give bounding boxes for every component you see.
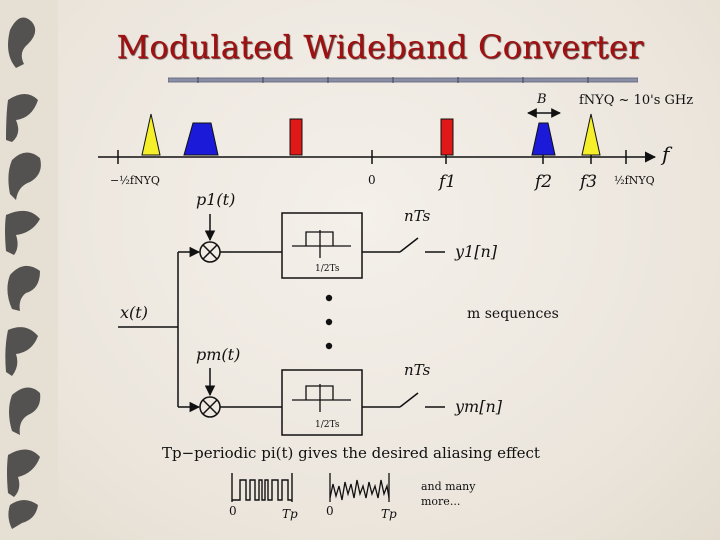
tick-label-f2: f2 — [535, 172, 553, 192]
output-m-label: ym[n] — [455, 397, 502, 416]
sequences-label: m sequences — [467, 306, 559, 322]
sampler-switch-m — [400, 393, 418, 407]
band-blue-left — [184, 123, 218, 155]
bandwidth-label: B — [537, 92, 547, 107]
tick-label-half-nyq: ½fNYQ — [614, 174, 655, 187]
spectrum-plot — [98, 92, 693, 192]
nyquist-note: fNYQ ~ 10's GHz — [579, 93, 694, 108]
aliasing-caption: Tp−periodic pi(t) gives the desired aliasing effect — [162, 444, 540, 462]
band-blue-right — [532, 123, 555, 155]
sampler-switch-1 — [400, 238, 418, 252]
mixer-m-signal-label: pm(t) — [196, 345, 241, 364]
sampler-m-label: nTs — [404, 361, 431, 379]
sampler-1-label: nTs — [404, 207, 431, 225]
system-diagram — [118, 213, 445, 435]
band-yellow-right — [582, 114, 600, 155]
ellipsis-dots — [326, 295, 332, 349]
tick-label-f1: f1 — [439, 172, 457, 192]
filter-m-cutoff: 1/2Ts — [315, 420, 340, 430]
waveform-square — [232, 473, 292, 502]
and-many-more-line1: and many — [421, 480, 476, 493]
waveform-random-zero: 0 — [326, 504, 334, 518]
band-red-right — [441, 119, 453, 155]
input-label: x(t) — [120, 303, 148, 322]
mixer-1-signal-label: p1(t) — [196, 190, 236, 209]
frequency-axis-label: f — [662, 142, 670, 166]
waveform-square-period: Tp — [282, 507, 298, 521]
tick-label-zero: 0 — [368, 173, 376, 187]
slide-title: Modulated Wideband Converter — [116, 28, 644, 66]
waveform-random — [330, 473, 389, 502]
tick-label-neg-half-nyq: −½fNYQ — [110, 174, 160, 187]
filter-1-cutoff: 1/2Ts — [315, 264, 340, 274]
waveform-random-period: Tp — [381, 507, 397, 521]
tick-label-f3: f3 — [580, 172, 598, 192]
and-many-more-line2: more... — [421, 495, 461, 508]
band-yellow-left — [142, 114, 160, 155]
output-1-label: y1[n] — [455, 242, 498, 261]
waveform-square-zero: 0 — [229, 504, 237, 518]
band-red-left — [290, 119, 302, 155]
